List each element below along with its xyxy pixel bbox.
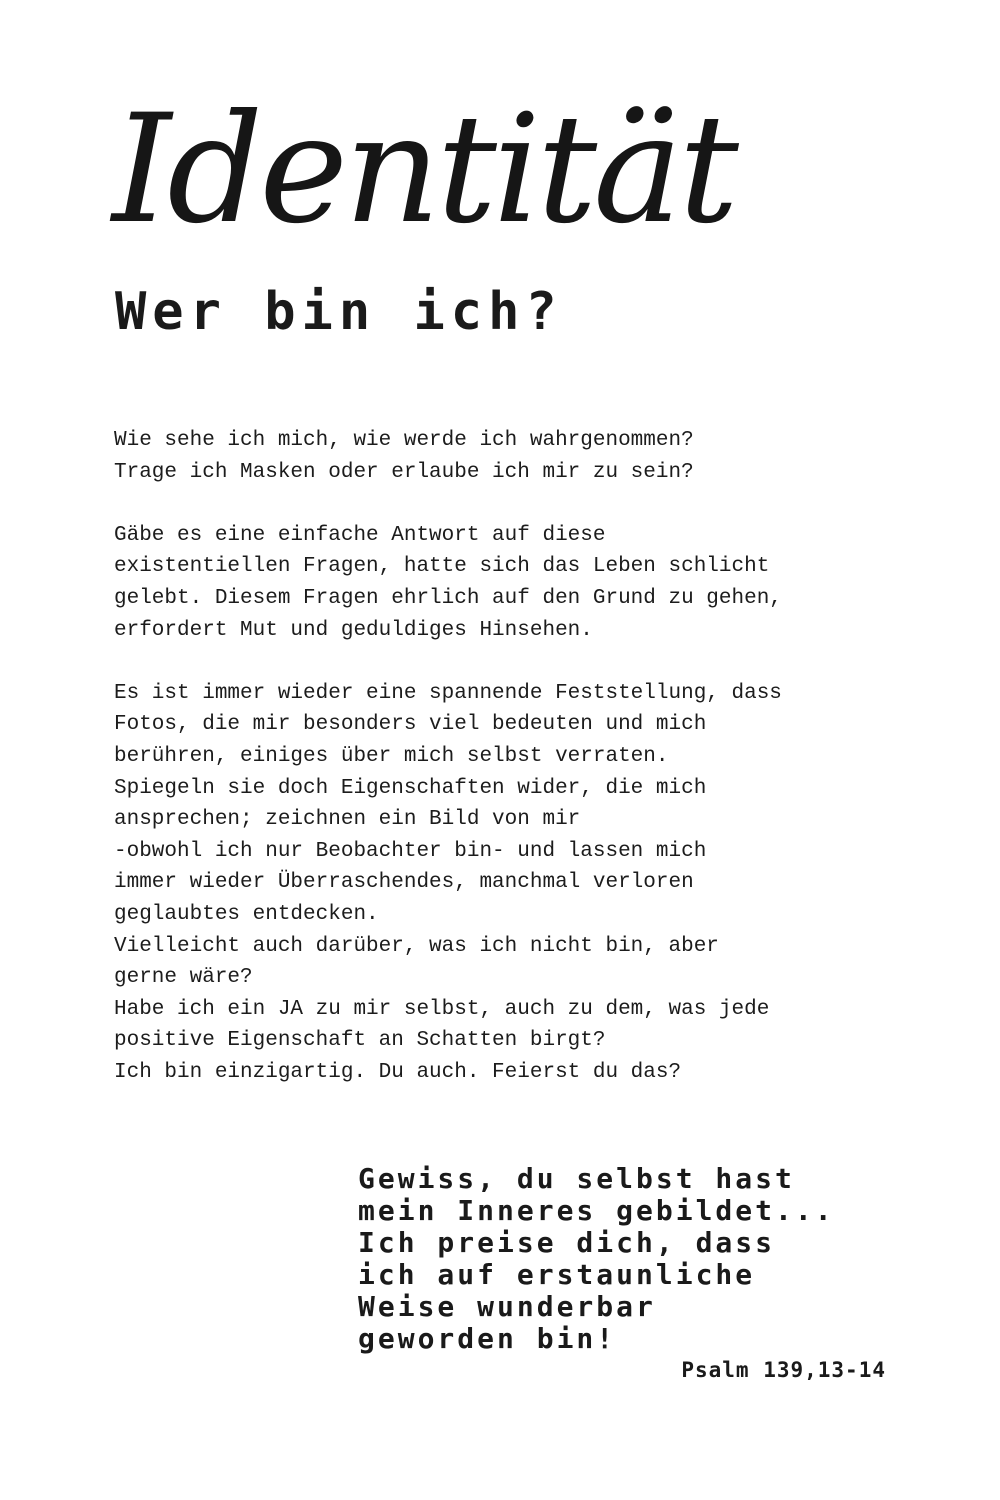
bible-quote <box>358 1163 918 1355</box>
text-line: Habe ich ein JA zu mir selbst, auch zu dem, was jede <box>114 997 770 1021</box>
text-line: Es ist immer wieder eine spannende Feststellung, dass <box>114 681 782 705</box>
quote-line: mein Inneres gebildet... <box>358 1194 835 1227</box>
text-line: Fotos, die mir besonders viel bedeuten und mich <box>114 713 707 737</box>
text-line: Trage ich Masken oder erlaube ich mir zu sein? <box>114 460 694 484</box>
text-line: erfordert Mut und geduldiges Hinsehen. <box>114 618 593 642</box>
text-line: Vielleicht auch darüber, was ich nicht bin, aber <box>114 934 719 958</box>
text-line: positive Eigenschaft an Schatten birgt? <box>114 1029 606 1053</box>
text-line: geglaubtes entdecken. <box>114 902 379 926</box>
text-line: Gäbe es eine einfache Antwort auf diese <box>114 523 606 547</box>
page-subtitle: Wer bin ich? <box>115 282 563 342</box>
paragraph-photos-reflection <box>114 678 914 1089</box>
page-title: Identität <box>112 83 735 257</box>
quote-line: Gewiss, du selbst hast <box>358 1162 795 1195</box>
quote-line: geworden bin! <box>358 1322 617 1355</box>
text-line: Wie sehe ich mich, wie werde ich wahrgenommen? <box>114 429 694 452</box>
text-line: gerne wäre? <box>114 966 253 990</box>
body-text <box>114 425 914 1120</box>
text-line: existentiellen Fragen, hatte sich das Leben schlicht <box>114 555 770 579</box>
paragraph-intro-questions <box>114 425 914 488</box>
quote-line: Ich preise dich, dass <box>358 1226 776 1259</box>
text-line: -obwohl ich nur Beobachter bin- und lassen mich <box>114 839 707 863</box>
text-line: immer wieder Überraschendes, manchmal verloren <box>114 871 694 895</box>
text-line: ansprechen; zeichnen ein Bild von mir <box>114 808 581 832</box>
text-line: Ich bin einzigartig. Du auch. Feierst du das? <box>114 1060 682 1084</box>
text-line: Spiegeln sie doch Eigenschaften wider, die mich <box>114 776 707 800</box>
text-line: gelebt. Diesem Fragen ehrlich auf den Grund zu gehen, <box>114 586 782 610</box>
quote-line: ich auf erstaunliche <box>358 1258 756 1291</box>
text-line: berühren, einiges über mich selbst verraten. <box>114 744 669 768</box>
quote-reference: Psalm 139,13-14 <box>681 1358 886 1382</box>
paragraph-existential-questions <box>114 520 914 646</box>
quote-line: Weise wunderbar <box>358 1290 656 1323</box>
